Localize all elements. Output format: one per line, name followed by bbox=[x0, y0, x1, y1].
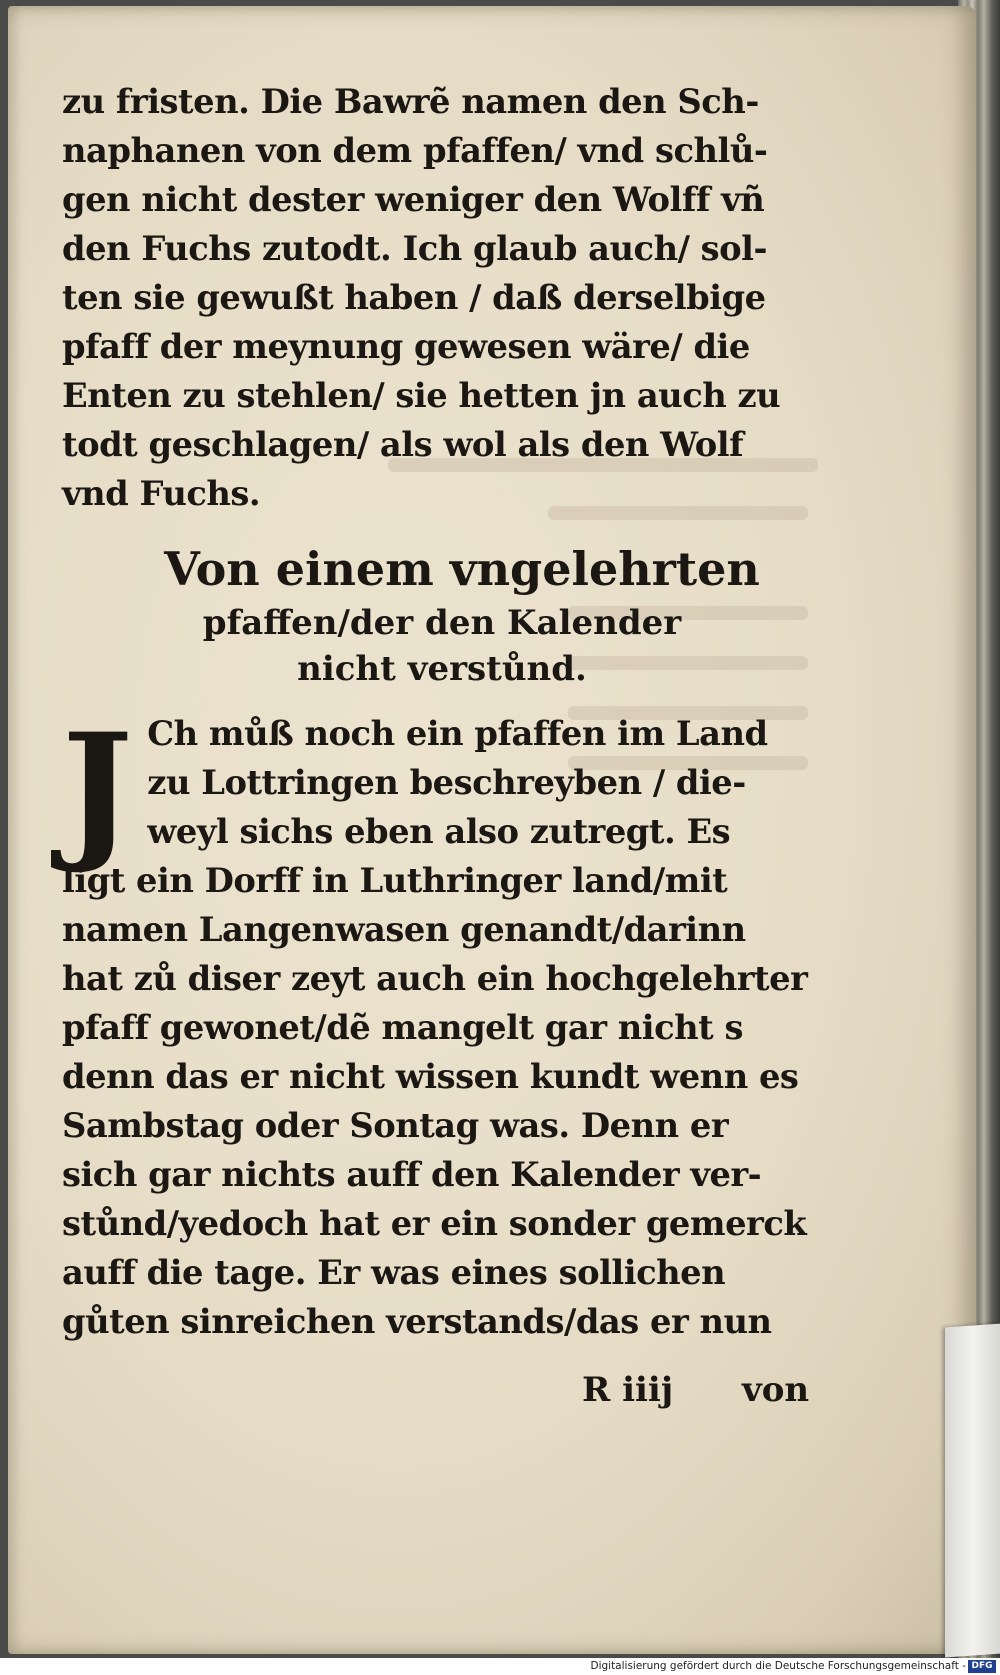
body-paragraph bbox=[62, 701, 822, 1347]
heading-line: pfaffen/der den Kalender bbox=[202, 603, 682, 643]
credit-bar bbox=[0, 1658, 1000, 1675]
text-line: denn das er nicht wissen kundt wenn es bbox=[62, 1057, 799, 1097]
text-line: weyl sichs eben also zutregt. Es bbox=[147, 812, 731, 852]
text-line: stůnd/yedoch hat er ein sonder gemerck bbox=[62, 1204, 807, 1244]
text-line: zu Lottringen beschreyben / die- bbox=[147, 763, 746, 803]
text-line: Enten zu stehlen/ sie hetten jn auch zu bbox=[62, 376, 781, 416]
text-line: namen Langenwasen genandt/darinn bbox=[62, 910, 746, 950]
text-line: auff die tage. Er was eines sollichen bbox=[62, 1253, 726, 1293]
signature-mark: R iiij bbox=[582, 1370, 674, 1410]
heading-line: Von einem vngelehrten bbox=[164, 542, 760, 596]
text-line: ligt ein Dorff in Luthringer land/mit bbox=[62, 861, 728, 901]
top-paragraph bbox=[62, 78, 822, 519]
text-line: den Fuchs zutodt. Ich glaub auch/ sol- bbox=[62, 229, 767, 269]
text-line: Ch můß noch ein pfaffen im Land bbox=[147, 714, 768, 754]
text-line: hat zů diser zeyt auch ein hochgelehrter bbox=[62, 959, 808, 999]
text-line: naphanen von dem pfaffen/ vnd schlů- bbox=[62, 131, 768, 171]
text-line: Sambstag oder Sontag was. Denn er bbox=[62, 1106, 729, 1146]
text-line: pfaff gewonet/dẽ mangelt gar nicht s bbox=[62, 1008, 743, 1048]
text-line: sich gar nichts auff den Kalender ver- bbox=[62, 1155, 762, 1195]
section-heading bbox=[62, 538, 822, 692]
text-line: todt geschlagen/ als wol als den Wolf bbox=[62, 425, 744, 465]
decorated-initial: J bbox=[62, 701, 133, 877]
catchword: von bbox=[742, 1370, 810, 1410]
paper-bookmark bbox=[945, 1323, 1000, 1658]
heading-line: nicht verstůnd. bbox=[297, 649, 587, 689]
text-line: gůten sinreichen verstands/das er nun bbox=[62, 1302, 772, 1342]
text-line: gen nicht dester weniger den Wolff vñ bbox=[62, 180, 765, 220]
text-line: pfaff der meynung gewesen wäre/ die bbox=[62, 327, 750, 367]
text-line: zu fristen. Die Bawrẽ namen den Sch- bbox=[62, 82, 759, 122]
page-footer bbox=[62, 1370, 822, 1420]
text-line: ten sie gewußt haben / daß derselbige bbox=[62, 278, 766, 318]
credit-text: Digitalisierung gefördert durch die Deutsche Forschungsgemeinschaft - bbox=[590, 1660, 966, 1672]
dfg-logo-icon: DFG bbox=[968, 1660, 996, 1673]
text-line: vnd Fuchs. bbox=[62, 474, 261, 514]
